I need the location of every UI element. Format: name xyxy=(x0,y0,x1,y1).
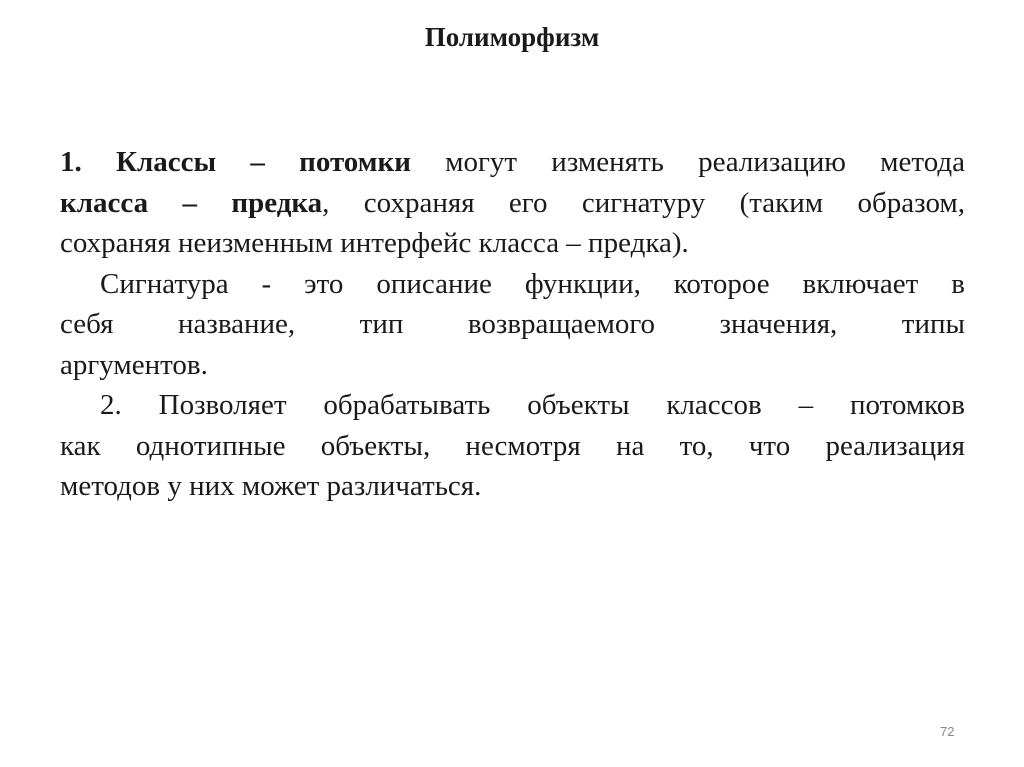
text-line: Сигнатура - это описание функции, которое включает в xyxy=(100,267,965,300)
text-line: как однотипные объекты, несмотря на то, что реализация xyxy=(60,429,965,462)
text-line xyxy=(60,183,965,224)
text-line: сохраняя неизменным интерфейс класса – предка). xyxy=(60,227,689,259)
text-span: могут изменять реализацию метода xyxy=(410,146,965,178)
page-number: 72 xyxy=(940,724,955,739)
text-line: методов у них может различаться. xyxy=(60,470,482,502)
bold-term: класса – предка xyxy=(60,186,323,219)
bold-term: 1. Классы – потомки xyxy=(60,146,411,178)
slide-title: Полиморфизм xyxy=(424,22,600,52)
slide-body xyxy=(60,142,965,507)
text-line xyxy=(60,142,965,183)
text-line: себя название, тип возвращаемого значения, типы xyxy=(60,308,965,340)
text-span: , сохраняя его сигнатуру (таким образом, xyxy=(322,186,965,219)
text-line: 2. Позволяет обрабатывать объекты классов – потомков xyxy=(100,389,965,421)
text-line: аргументов. xyxy=(60,348,208,381)
